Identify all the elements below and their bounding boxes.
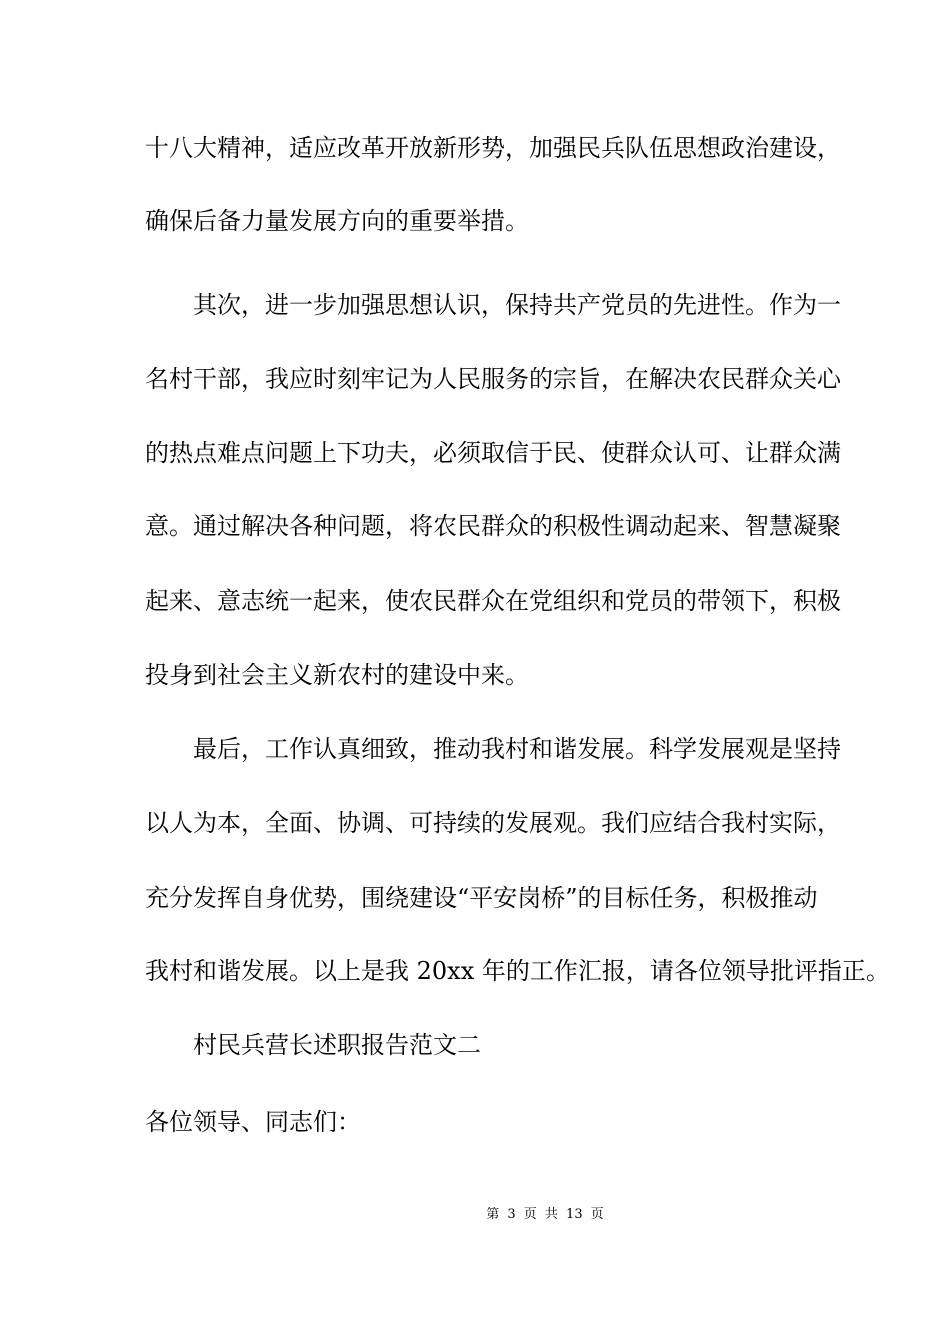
text-line-5: 的热点难点问题上下功夫，必须取信于民、使群众认可、让群众满	[145, 439, 841, 467]
text-line-6: 意。通过解决各种问题，将农民群众的积极性调动起来、智慧凝聚	[145, 512, 841, 540]
text-line-8: 投身到社会主义新农村的建设中来。	[145, 661, 529, 689]
salutation: 各位领导、同志们：	[145, 1108, 361, 1136]
text-line-1: 十八大精神，适应改革开放新形势，加强民兵队伍思想政治建设，	[145, 134, 841, 162]
text-line-9: 最后，工作认真细致，推动我村和谐发展。科学发展观是坚持	[193, 735, 841, 763]
text-line-2: 确保后备力量发展方向的重要举措。	[145, 207, 529, 235]
page-footer	[0, 1206, 950, 1224]
page-number: 第 3 页 共 13 页	[486, 1207, 604, 1222]
text-line-4: 名村干部，我应时刻牢记为人民服务的宗旨，在解决农民群众关心	[145, 365, 841, 393]
text-line-11: 充分发挥自身优势，围绕建设“平安岗桥”的目标任务，积极推动	[145, 884, 818, 912]
text-line-3: 其次，进一步加强思想认识，保持共产党员的先进性。作为一	[193, 291, 841, 319]
text-line-10: 以人为本，全面、协调、可持续的发展观。我们应结合我村实际，	[145, 809, 841, 837]
section-heading: 村民兵营长述职报告范文二	[193, 1031, 481, 1059]
text-line-7: 起来、意志统一起来，使农民群众在党组织和党员的带领下，积极	[145, 587, 841, 615]
text-line-12: 我村和谐发展。以上是我 20xx 年的工作汇报，请各位领导批评指正。	[145, 957, 890, 985]
